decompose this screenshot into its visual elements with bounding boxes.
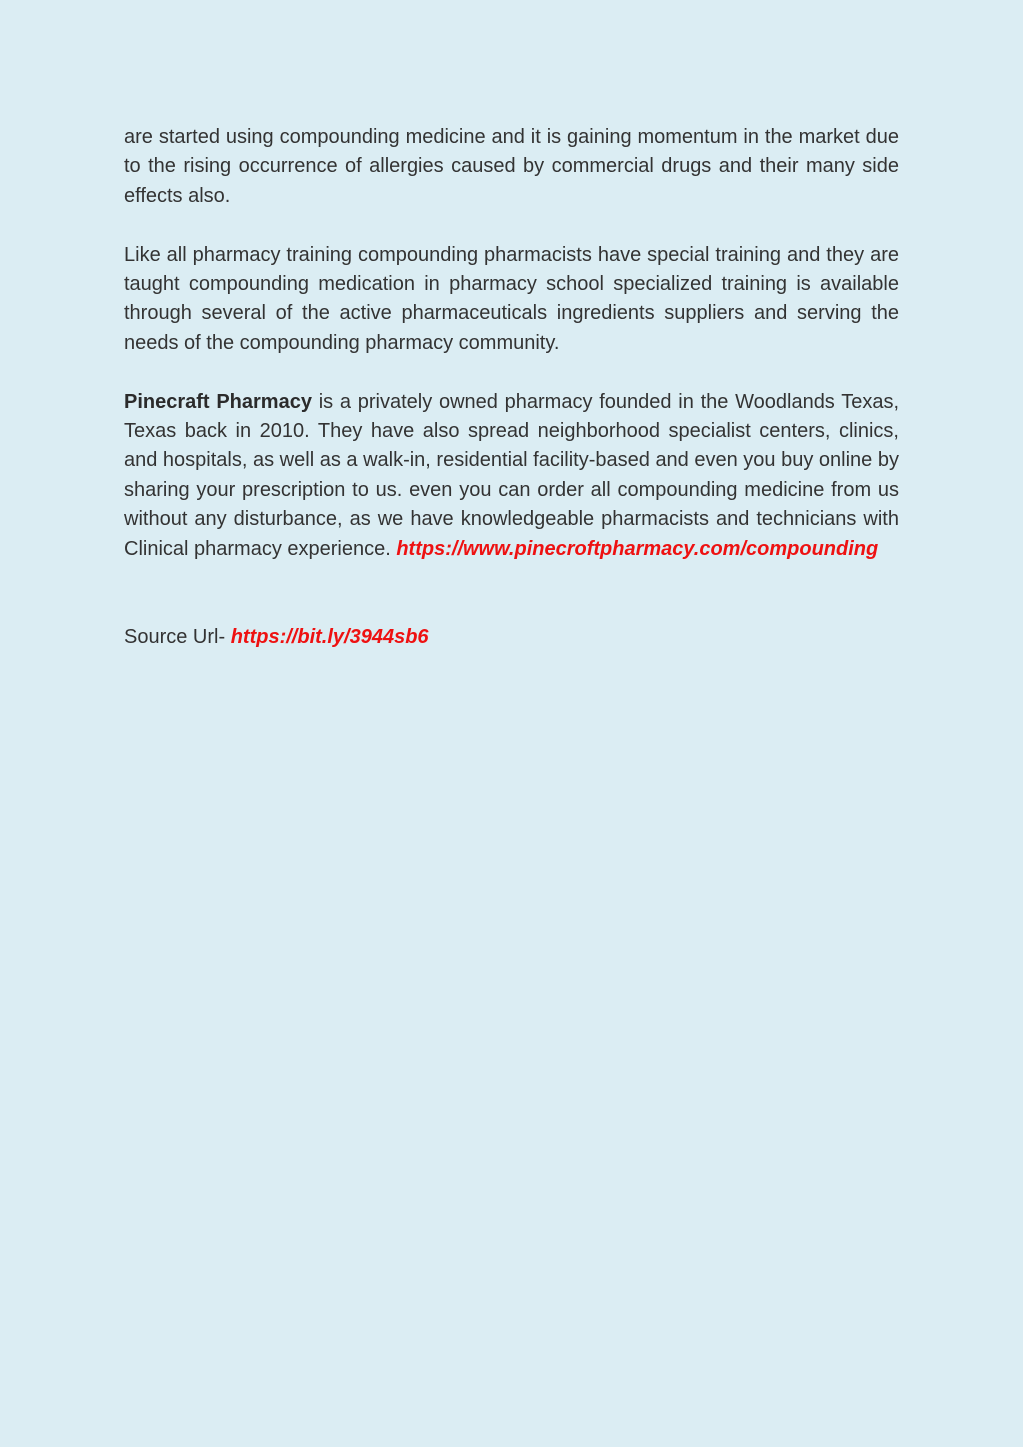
source-line: [124, 623, 899, 652]
paragraph-text: are started using compounding medicine and it is gaining momentum in the market due to the rising occurrence of allergies caused by commercial drugs and their many side effects also.: [124, 126, 899, 207]
paragraph-text: is a privately owned pharmacy founded in the Woodlands Texas, Texas back in 2010. They have also spread neighborhood specialist centers, clinics, and hospitals, as well as a walk-in, residential facility-based and even you buy online by sharing your prescription to us. even you can order all compounding medicine from us without any disturbance, as we have knowledgeable pharmacists and technicians with Clinical pharmacy experience.: [124, 390, 899, 560]
paragraph-compounding-momentum: [124, 123, 899, 211]
paragraph-pharmacy-training: [124, 241, 899, 359]
paragraph-pinecraft-pharmacy: [124, 388, 899, 564]
source-link[interactable]: https://bit.ly/3944sb6: [230, 625, 429, 648]
document-body: [124, 123, 899, 682]
paragraph-text: Like all pharmacy training compounding pharmacists have special training and they are taught compounding medication in pharmacy school specialized training is available through several of the active pharmaceuticals ingredients suppliers and serving the needs of the compounding pharmacy community.: [124, 243, 899, 354]
brand-name: Pinecraft Pharmacy: [124, 390, 312, 413]
compounding-link[interactable]: https://www.pinecroftpharmacy.com/compounding: [396, 537, 879, 560]
source-label: Source Url-: [124, 625, 231, 648]
